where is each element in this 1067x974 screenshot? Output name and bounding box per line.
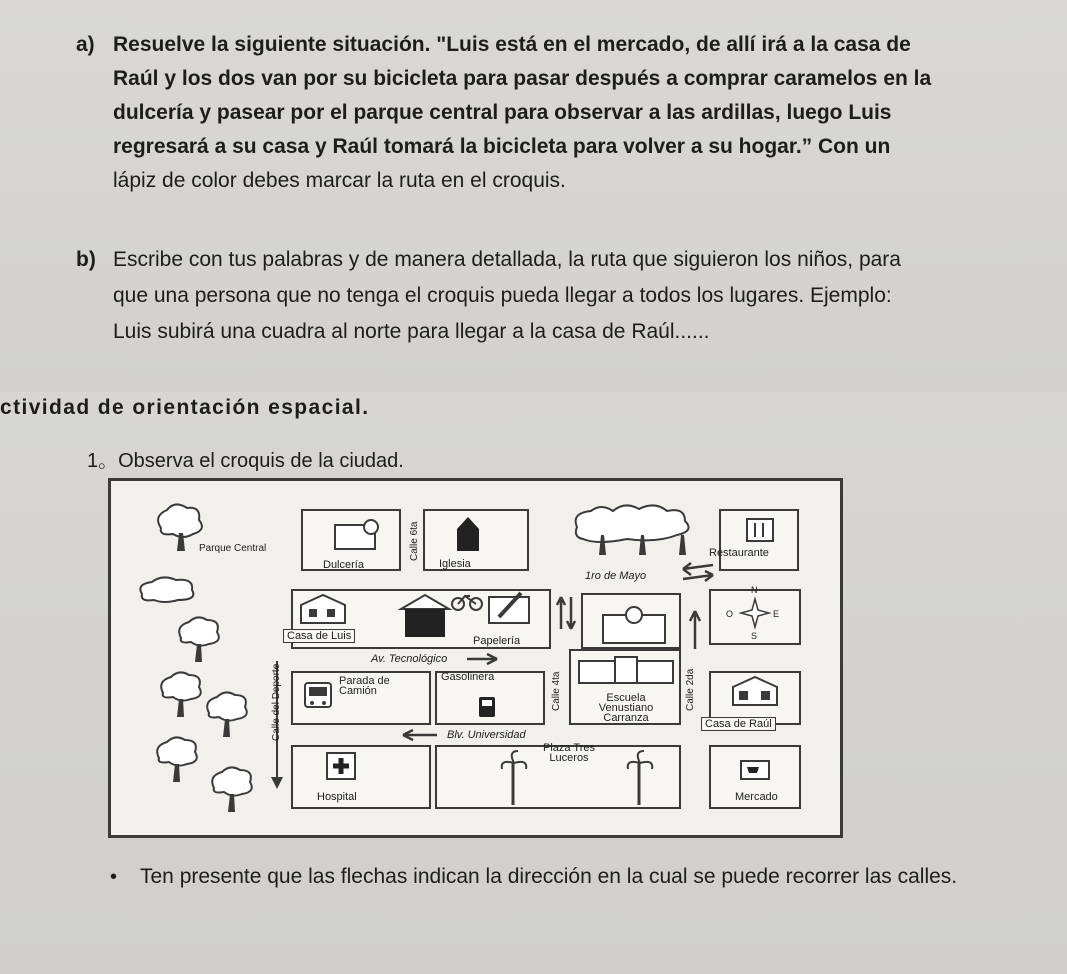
item-b-line: Luis subirá una cuadra al norte para llegar a la casa de Raúl...... (113, 320, 710, 343)
palm-tree-icon (499, 749, 529, 805)
label-escuela: Escuela Venustiano Carranza (598, 692, 654, 724)
compass-o: O (726, 609, 734, 619)
step-instruction: 1。Observa el croquis de la ciudad. (87, 450, 404, 472)
pencil-icon (487, 587, 533, 625)
label-hospital: Hospital (317, 791, 357, 803)
label-casa-raul: Casa de Raúl (701, 717, 776, 731)
label-casa-luis: Casa de Luis (283, 629, 355, 643)
house-icon (299, 593, 347, 625)
candy-shop-icon (333, 519, 383, 553)
palm-tree-icon (625, 749, 655, 805)
bus-icon (303, 681, 333, 711)
street-blv-universidad: Blv. Universidad (447, 729, 526, 741)
hospital-cross-icon (325, 751, 357, 781)
arrow-icon (555, 593, 577, 633)
house-icon (731, 675, 779, 707)
church-icon (453, 515, 483, 551)
tree-icon (201, 691, 255, 739)
label-parada: Parada de Camión (339, 675, 390, 697)
item-b-line: Escribe con tus palabras y de manera detallada, la ruta que siguieron los niños, para (113, 248, 901, 271)
kiosk-icon (397, 591, 453, 641)
item-b-line: que una persona que no tenga el croquis pueda llegar a todos los lugares. Ejemplo: (113, 284, 892, 307)
item-a-mark: a) (76, 33, 95, 56)
street-calle-cuarta: Calle 4ta (551, 671, 562, 711)
item-a (76, 29, 1036, 199)
note-text: Ten presente que las flechas indican la dirección en la cual se puede recorrer las calles. (140, 865, 958, 888)
label-dulceria: Dulcería (323, 559, 364, 571)
item-a-line: lápiz de color debes marcar la ruta en el croquis. (113, 169, 566, 192)
tree-icon (173, 616, 227, 664)
tree-icon (206, 766, 260, 814)
item-a-line: dulcería y pasear por el parque central para observar a las ardillas, luego Luis (113, 101, 892, 124)
arrow-icon (399, 729, 439, 741)
label-papeleria: Papelería (473, 635, 521, 647)
tree-icon (136, 576, 206, 606)
bullet-icon: • (110, 866, 118, 888)
note (110, 855, 1020, 899)
label-mercado: Mercado (735, 791, 778, 803)
compass-rose-icon (741, 599, 769, 627)
item-a-line: regresará a su casa y Raúl tomará la bicicleta para volver a su hogar.” Con un (113, 135, 891, 158)
cart-icon (739, 759, 771, 781)
item-a-line: Resuelve la siguiente situación. "Luis está en el mercado, de allí irá a la casa de (113, 33, 911, 56)
school-icon (599, 601, 669, 645)
city-sketch-map (108, 478, 843, 838)
arrow-icon (465, 653, 501, 665)
compass-n: N (751, 585, 758, 595)
block-escuela-top (581, 593, 681, 649)
tree-icon (571, 505, 711, 557)
label-plaza: Plaza Tres Luceros (543, 742, 595, 764)
block-hospital (291, 745, 431, 809)
tree-icon (151, 736, 205, 784)
block-restaurante (719, 509, 799, 571)
label-restaurante: Restaurante (709, 547, 769, 559)
label-iglesia: Iglesia (439, 558, 471, 570)
arrow-icon (679, 561, 719, 583)
fuel-pump-icon (477, 695, 499, 719)
item-a-line: Raúl y los dos van por su bicicleta para pasar después a comprar caramelos en la (113, 67, 932, 90)
compass-e: E (773, 609, 780, 619)
street-calle-segunda: Calle 2da (685, 668, 696, 711)
street-1ro-de-mayo: 1ro de Mayo (585, 570, 647, 582)
item-b-mark: b) (76, 248, 96, 271)
arrow-icon (689, 607, 701, 651)
label-parque: Parque Central (199, 543, 267, 554)
item-b (76, 244, 1036, 364)
activity-heading: ctividad de orientación espacial. (0, 396, 370, 419)
street-calle-sexta: Calle 6ta (409, 521, 420, 561)
school-icon (577, 655, 675, 685)
street-calle-deporte: Calle del Deporte (271, 663, 282, 741)
label-gasolinera: Gasolinera (441, 671, 495, 683)
street-av-tecnologico: Av. Tecnológico (371, 653, 448, 665)
bicycle-icon (451, 593, 483, 611)
compass-s: S (751, 631, 758, 641)
restaurant-icon (745, 517, 775, 543)
